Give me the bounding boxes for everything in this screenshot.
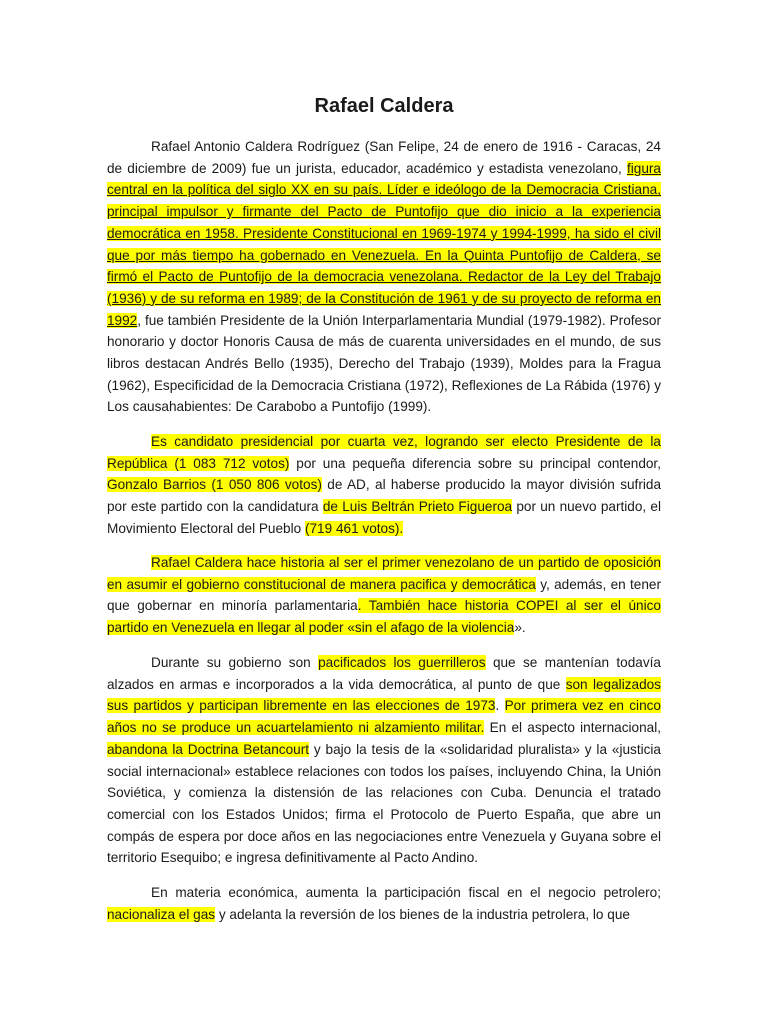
body-text: Rafael Antonio Caldera Rodríguez (San Felipe, 24 de enero de 1916 - Caracas, 24 de diciembre de 2009) fue un jurista, educador, académico y estadista venezolano, — [107, 139, 661, 176]
paragraph-5 — [107, 882, 661, 925]
body-text: que se mantenían todavía alzados en armas e incorporados a la vida democrática, al punto de que — [107, 655, 661, 692]
body-text: . — [495, 698, 505, 714]
highlighted-text: Por primera vez en cinco años no se produce un acuartelamiento ni alzamiento militar. — [107, 698, 661, 736]
highlighted-text: de Luis Beltrán Prieto Figueroa — [322, 499, 513, 515]
body-text: por una pequeña diferencia sobre su principal contendor, — [289, 455, 661, 471]
paragraph-4 — [107, 652, 661, 869]
document-title: Rafael Caldera — [314, 95, 454, 117]
body-text: y, además, en tener que gobernar en minoría parlamentaria — [107, 576, 661, 614]
highlighted-underlined-text: figura central en la política del siglo XX en su país. Líder e ideólogo de la Democracia Cristiana, principal impulsor y firmante del Pacto de Puntofijo que dio inicio a la experiencia democrática en 1958. Presidente Constitucional en 1969-1974 y 1994-1999, ha sido el civil que por más tiempo ha gobernado en Venezuela. En la Quinta Puntofijo de Caldera, se firmó el Pacto de Puntofijo de la democracia venezolana. Redactor de la Ley del Trabajo (1936) y de su reforma en 1989; de la Constitución de 1961 y de su proyecto de reforma en 1992 — [107, 160, 661, 328]
body-text: y bajo la tesis de la «solidaridad pluralista» y la «justicia social internacional» establece relaciones con todos los países, incluyendo China, la Unión Soviética, y comienza la distensión de las relaciones con Cuba. Denuncia el tratado comercial con los Estados Unidos; firma el Protocolo de Puerto España, que abre un compás de espera por doce años en las negociaciones entre Venezuela y Guyana sobre el territorio Esequibo; e ingresa definitivamente al Pacto Andino. — [107, 741, 661, 866]
highlighted-text: son legalizados sus partidos y participan libremente en las elecciones de 1973 — [107, 676, 661, 714]
highlighted-text: Es candidato presidencial por cuarta vez, logrando ser electo Presidente de la República (1 083 712 votos) — [107, 434, 661, 471]
highlighted-text: Gonzalo Barrios (1 050 806 votos) — [107, 477, 322, 493]
highlighted-text: Rafael Caldera hace historia al ser el primer venezolano de un partido de oposición en asumir el gobierno constitucional de manera pacifica y democrática — [107, 555, 661, 592]
body-text: En el aspecto internacional, — [484, 720, 661, 736]
body-text: de AD, al haberse producido la mayor división sufrida por este partido con la candidatura — [107, 477, 662, 515]
highlighted-text: abandona la Doctrina Betancourt — [107, 741, 310, 757]
highlighted-text: nacionaliza el gas — [107, 906, 216, 922]
body-text: y adelanta la reversión de los bienes de la industria petrolera, lo que — [215, 906, 630, 922]
body-text: Durante su gobierno son — [151, 655, 319, 670]
paragraph-2 — [107, 431, 661, 540]
paragraph-1 — [107, 136, 661, 418]
body-text: En materia económica, aumenta la participación fiscal en el negocio petrolero; — [151, 885, 661, 900]
body-text: por un nuevo partido, el Movimiento Electoral del Pueblo — [107, 499, 661, 536]
paragraph-3 — [107, 552, 661, 639]
highlighted-text: . También hace historia COPEI al ser el único partido en Venezuela en llegar al poder «sin el afago de la violencia — [107, 598, 661, 636]
body-text: , fue también Presidente de la Unión Interparlamentaria Mundial (1979-1982). Profesor honorario y doctor Honoris Causa de más de cuarenta universidades en el mundo, de sus libros destacan Andrés Bello (1935), Derecho del Trabajo (1939), Moldes para la Fragua (1962), Especificidad de la Democracia Cristiana (1972), Reflexiones de La Rábida (1976) y Los causahabientes: De Carabobo a Puntofijo (1999). — [107, 312, 661, 415]
highlighted-text: pacificados los guerrilleros — [318, 655, 486, 670]
body-text: ». — [514, 620, 526, 636]
highlighted-text: (719 461 votos). — [304, 520, 404, 536]
